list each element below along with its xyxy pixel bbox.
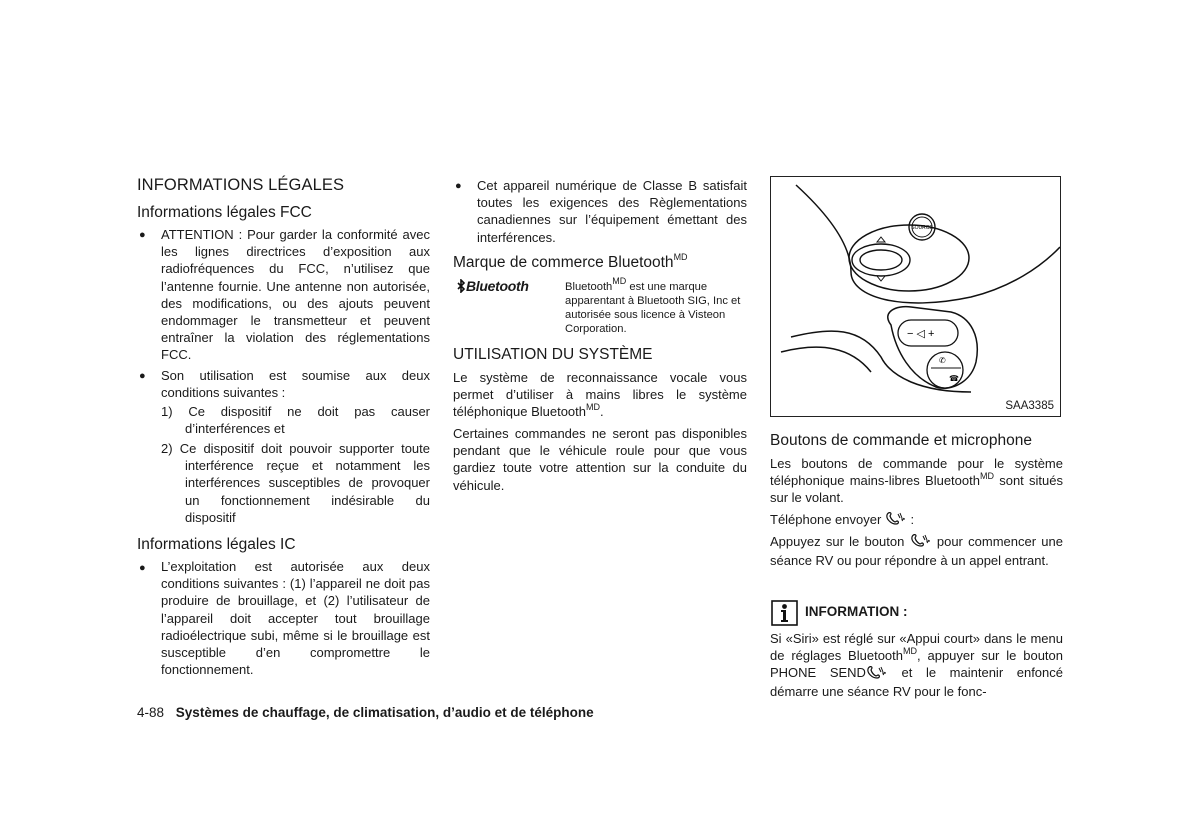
subheading-trademark bbox=[453, 251, 688, 272]
steering-wheel-figure bbox=[770, 176, 1061, 417]
bluetooth-rune-icon bbox=[457, 279, 466, 293]
fcc-condition-2: 2) Ce dispositif doit pouvoir supporter toute interférence reçue et notamment les interférences susceptibles de provoquer un fonctionnement indésirable du dispositif bbox=[161, 441, 430, 525]
ic-paragraph: L’exploitation est autorisée aux deux conditions suivantes : (1) l’appareil ne doit pas produire de brouillage, et (2) l’utilisateur de l’appareil doit accepter tout brouillage radioélectrique subi, même si le brouillage est susceptible d’en compromettre le fonctionnement. bbox=[161, 559, 430, 678]
system-use-paragraph-2: Certaines commandes ne seront pas disponibles pendant que le véhicule roule pour que vous gardiez toute votre attention sur la conduite du véhicule. bbox=[453, 426, 747, 493]
info-icon bbox=[771, 600, 798, 626]
canada-paragraph: Cet appareil numérique de Classe B satisfait toutes les exigences des Règlementations canadiennes sur l’équipement émettant des interférences. bbox=[477, 178, 747, 245]
bullet-icon: ● bbox=[139, 229, 146, 241]
section-heading-legal: INFORMATIONS LÉGALES bbox=[137, 176, 345, 194]
phone-send-icon bbox=[866, 665, 888, 683]
svg-text:☎: ☎ bbox=[949, 374, 959, 383]
bullet-icon: ● bbox=[139, 370, 146, 382]
chapter-title: Systèmes de chauffage, de climatisation, d’audio et de téléphone bbox=[175, 705, 594, 720]
fcc-paragraph-2: Son utilisation est soumise aux deux conditions suivantes : bbox=[161, 368, 430, 401]
steering-wheel-illustration bbox=[771, 177, 1060, 416]
trademark-title: Marque de commerce Bluetooth bbox=[453, 254, 674, 271]
information-paragraph: Si «Siri» est réglé sur «Appui court» dans le menu de réglages Bluetooth$^{MD}$, appuyer sur le bouton PHONE SEND et le maintenir enfoncé démarre une séance RV pour le fonc- bbox=[770, 631, 1064, 700]
bullet-icon: ● bbox=[139, 562, 146, 574]
bullet-icon: ● bbox=[455, 180, 462, 192]
subheading-fcc: Informations légales FCC bbox=[137, 204, 312, 221]
svg-text:− ◁ +: − ◁ + bbox=[907, 328, 935, 340]
bluetooth-logo-text: Bluetooth bbox=[466, 278, 529, 294]
information-label: INFORMATION : bbox=[805, 604, 908, 619]
phone-send-icon bbox=[910, 533, 932, 551]
figure-label: SAA3385 bbox=[1005, 400, 1054, 412]
control-buttons-paragraph: Les boutons de commande pour le système téléphonique mains-libres Bluetooth$^{MD}$ sont situés sur le volant. bbox=[770, 456, 1063, 506]
fcc-condition-1: 1) Ce dispositif ne doit pas causer d’interférences et bbox=[161, 404, 430, 437]
subheading-control-buttons: Boutons de commande et microphone bbox=[770, 432, 1032, 449]
press-button-paragraph: Appuyez sur le bouton pour commencer une séance RV ou pour répondre à un appel entrant. bbox=[770, 534, 1063, 568]
subheading-ic: Informations légales IC bbox=[137, 536, 296, 553]
page-footer bbox=[137, 705, 594, 720]
phone-send-icon bbox=[885, 511, 907, 529]
trademark-sup: MD bbox=[673, 251, 688, 262]
bluetooth-trademark-text: Bluetooth$^{MD}$ est une marque apparentant à Bluetooth SIG, Inc et autorisée sous licence à Visteon Corporation. bbox=[565, 276, 741, 335]
subheading-system-use: UTILISATION DU SYSTÈME bbox=[453, 346, 653, 363]
bluetooth-logo bbox=[457, 278, 529, 294]
svg-text:✆: ✆ bbox=[939, 356, 946, 365]
page-number: 4-88 bbox=[137, 705, 165, 720]
system-use-paragraph-1: Le système de reconnaissance vocale vous permet d’utiliser à mains libres le système téléphonique Bluetooth$^{MD}$. bbox=[453, 370, 747, 420]
phone-send-line: Téléphone envoyer : bbox=[770, 511, 1063, 530]
source-button-label: SOURCE bbox=[911, 225, 933, 231]
fcc-paragraph-1: ATTENTION : Pour garder la conformité avec les lignes directrices d’exposition aux radiofréquences du FCC, n’utilisez que l’antenne fournie. Une antenne non autorisée, des modifications, ou des ajouts peuvent endommager le transmetteur et peuvent entraîner la violation des réglementations FCC. bbox=[161, 227, 430, 363]
